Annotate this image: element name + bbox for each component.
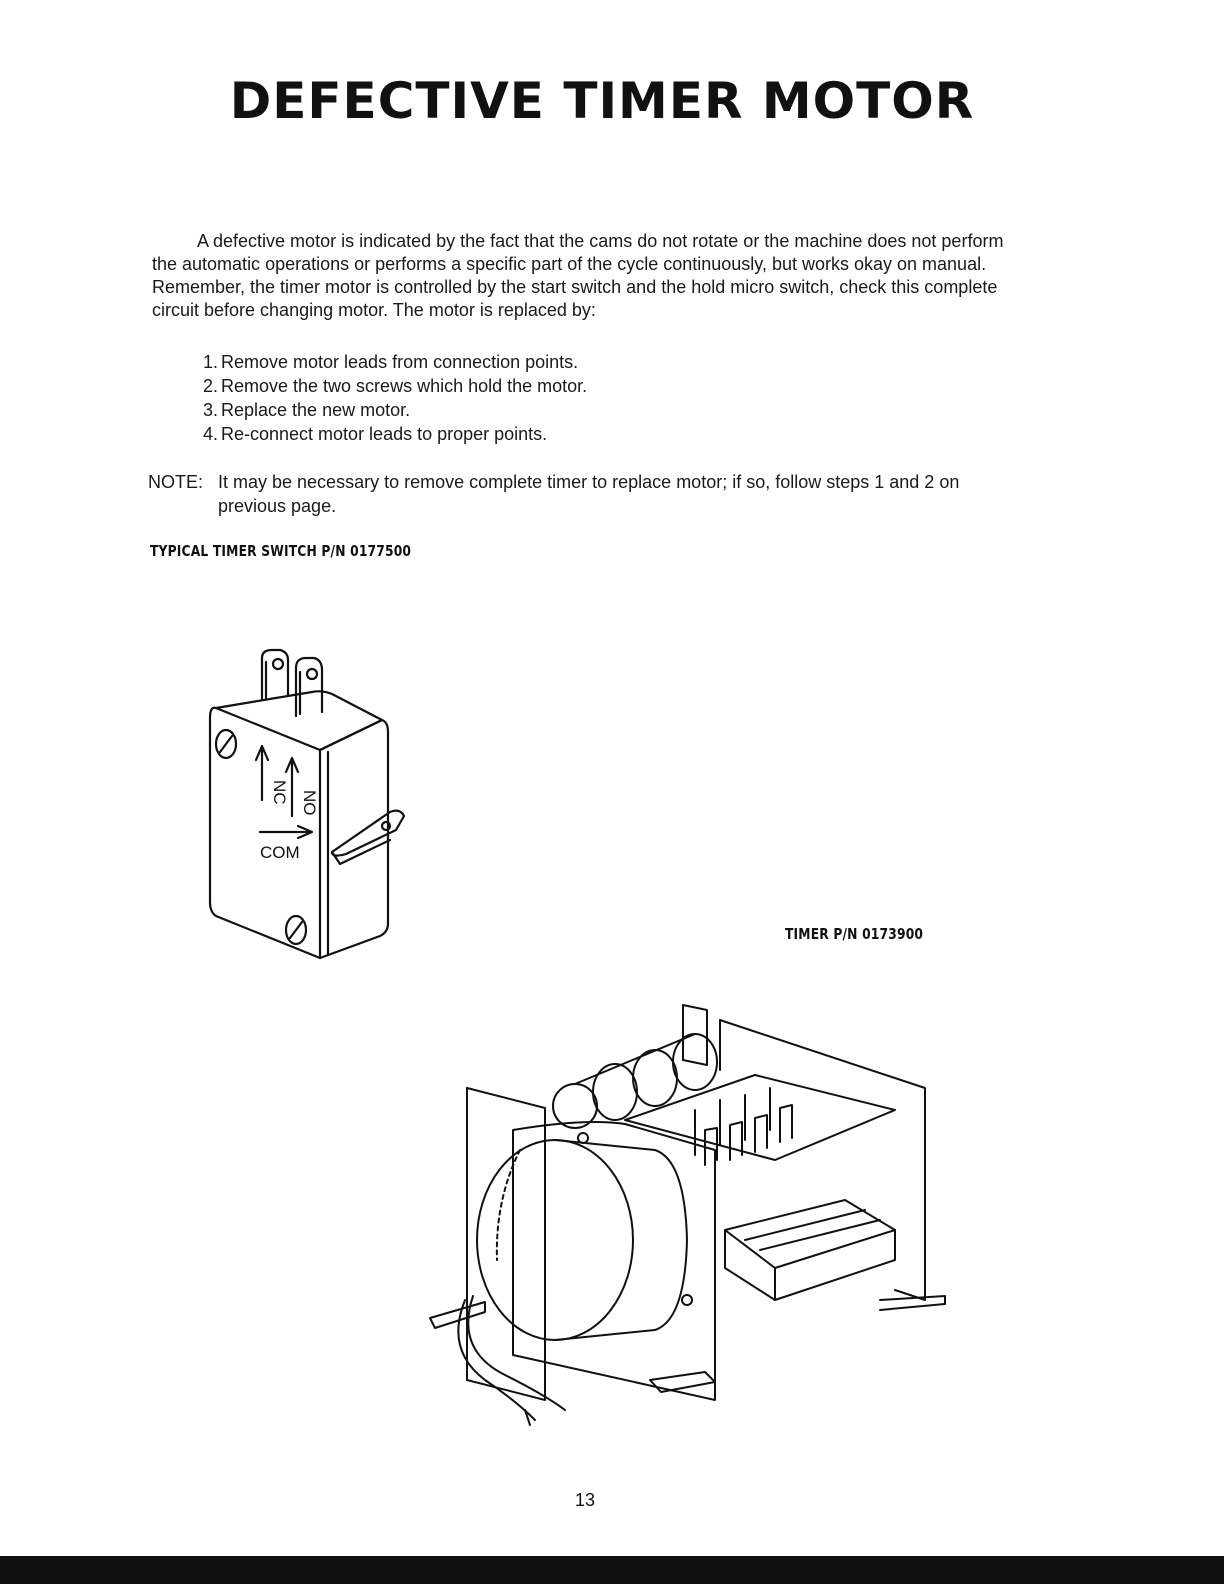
page-number: 13 (574, 1490, 596, 1510)
step-number: 3. (202, 400, 218, 420)
micro-switch-illustration (200, 640, 430, 970)
list-item (190, 422, 587, 446)
step-number: 1. (202, 352, 218, 372)
list-item (190, 398, 587, 422)
note-text: It may be necessary to remove complete timer to replace motor; if so, follow steps 1 and 2 on previous page. (218, 472, 960, 516)
com-label: COM (260, 843, 300, 862)
steps-list (190, 350, 587, 446)
nc-label: NC (270, 780, 289, 805)
note-label: NOTE: (148, 472, 204, 492)
intro-text: A defective motor is indicated by the fact that the cams do not rotate or the machine does not perform the automatic operations or performs a specific part of the cycle continuously, but works okay on manual. Remember, the timer motor is controlled by the start switch and the hold micro switch, check this complete circuit before changing motor. The motor is replaced by: (152, 231, 1004, 320)
intro-paragraph (152, 230, 1022, 322)
step-text: Remove motor leads from connection points. (221, 352, 579, 372)
bottom-scan-edge (0, 1556, 1224, 1584)
step-text: Re-connect motor leads to proper points. (221, 424, 548, 444)
list-item (190, 350, 587, 374)
note (148, 470, 1028, 518)
no-label: NO (300, 790, 319, 816)
step-number: 2. (202, 376, 218, 396)
step-number: 4. (202, 424, 218, 444)
step-text: Replace the new motor. (221, 400, 411, 420)
list-item (190, 374, 587, 398)
switch-caption: TYPICAL TIMER SWITCH P/N 0177500 (150, 542, 412, 560)
page-title: DEFECTIVE TIMER MOTOR (229, 72, 975, 130)
timer-caption: TIMER P/N 0173900 (785, 925, 924, 943)
step-text: Remove the two screws which hold the motor. (221, 376, 588, 396)
timer-assembly-illustration (425, 1000, 955, 1430)
